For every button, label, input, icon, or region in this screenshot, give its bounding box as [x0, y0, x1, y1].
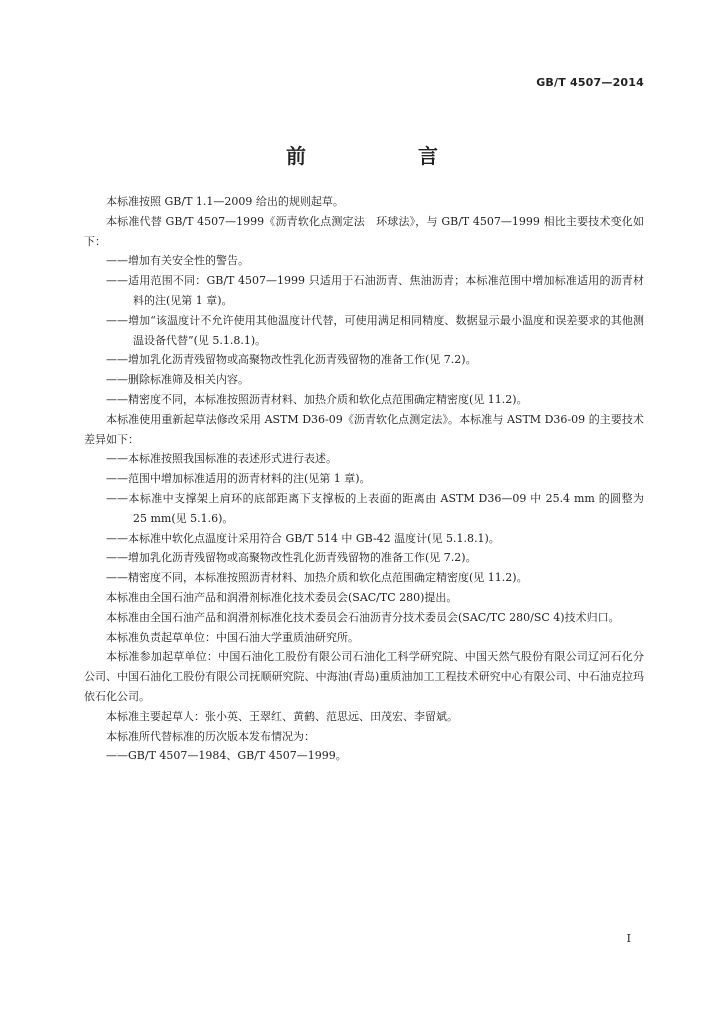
list-item: ——增加乳化沥青残留物或高聚物改性乳化沥青残留物的准备工作(见 7.2)。 — [106, 353, 477, 367]
list-item: ——精密度不同，本标准按照沥青材料、加热介质和软化点范围确定精密度(见 11.2)。 — [106, 392, 528, 406]
paragraph: 本标准代替 GB/T 4507—1999《沥青软化点测定法 环球法》，与 GB/T 4507—1999 相比主要技术变化如下： — [84, 214, 644, 248]
paragraph: 本标准由全国石油产品和润滑剂标准化技术委员会石油沥青分技术委员会(SAC/TC 280/SC 4)技术归口。 — [106, 610, 620, 624]
document-body — [84, 192, 644, 766]
list-item: ——本标准按照我国标准的表述形式进行表述。 — [106, 452, 337, 466]
list-item: ——本标准中支撑架上肩环的底部距离下支撑板的上表面的距离由 ASTM D36—09 中 25.4 mm 的圆整为 25 mm(见 5.1.6)。 — [106, 491, 644, 525]
list-item: ——适用范围不同：GB/T 4507—1999 只适用于石油沥青、焦油沥青；本标准范围中增加标准适用的沥青材料的注(见第 1 章)。 — [106, 274, 644, 307]
list-item: ——增加有关安全性的警告。 — [106, 254, 249, 268]
paragraph: 本标准使用重新起草法修改采用 ASTM D36-09《沥青软化点测定法》。本标准与 ASTM D36-09 的主要技术差异如下： — [84, 412, 644, 446]
list-item: ——删除标准筛及相关内容。 — [106, 373, 249, 387]
page-number: I — [626, 932, 631, 945]
paragraph: 本标准由全国石油产品和润滑剂标准化技术委员会(SAC/TC 280)提出。 — [106, 590, 458, 604]
paragraph: 本标准所代替标准的历次版本发布情况为： — [106, 729, 315, 743]
standard-code: GB/T 4507—2014 — [536, 76, 644, 89]
list-item: ——GB/T 4507—1984、GB/T 4507—1999。 — [106, 749, 347, 763]
paragraph: 本标准参加起草单位：中国石油化工股份有限公司石油化工科学研究院、中国天然气股份有限公司辽河石化分公司、中国石油化工股份有限公司抚顺研究院、中海油(青岛)重质油加工工程技术研究中心有限公司、中石油克拉玛依石化公司。 — [84, 650, 644, 703]
list-item: ——范围中增加标准适用的沥青材料的注(见第 1 章)。 — [106, 472, 371, 486]
list-item: ——增加“该温度计不允许使用其他温度计代替，可使用满足相同精度、数据显示最小温度和误差要求的其他测温设备代替”(见 5.1.8.1)。 — [106, 313, 644, 347]
paragraph: 本标准按照 GB/T 1.1—2009 给出的规则起草。 — [106, 195, 344, 208]
page-title: 前 言 — [286, 144, 484, 168]
paragraph: 本标准主要起草人：张小英、王翠红、黄鹤、范思远、田茂宏、李留斌。 — [106, 709, 458, 723]
list-item: ——精密度不同，本标准按照沥青材料、加热介质和软化点范围确定精密度(见 11.2)。 — [106, 571, 528, 585]
list-item: ——增加乳化沥青残留物或高聚物改性乳化沥青残留物的准备工作(见 7.2)。 — [106, 551, 477, 565]
list-item: ——本标准中软化点温度计采用符合 GB/T 514 中 GB-42 温度计(见 5.1.8.1)。 — [106, 531, 500, 545]
paragraph: 本标准负责起草单位：中国石油大学重质油研究所。 — [106, 630, 359, 644]
